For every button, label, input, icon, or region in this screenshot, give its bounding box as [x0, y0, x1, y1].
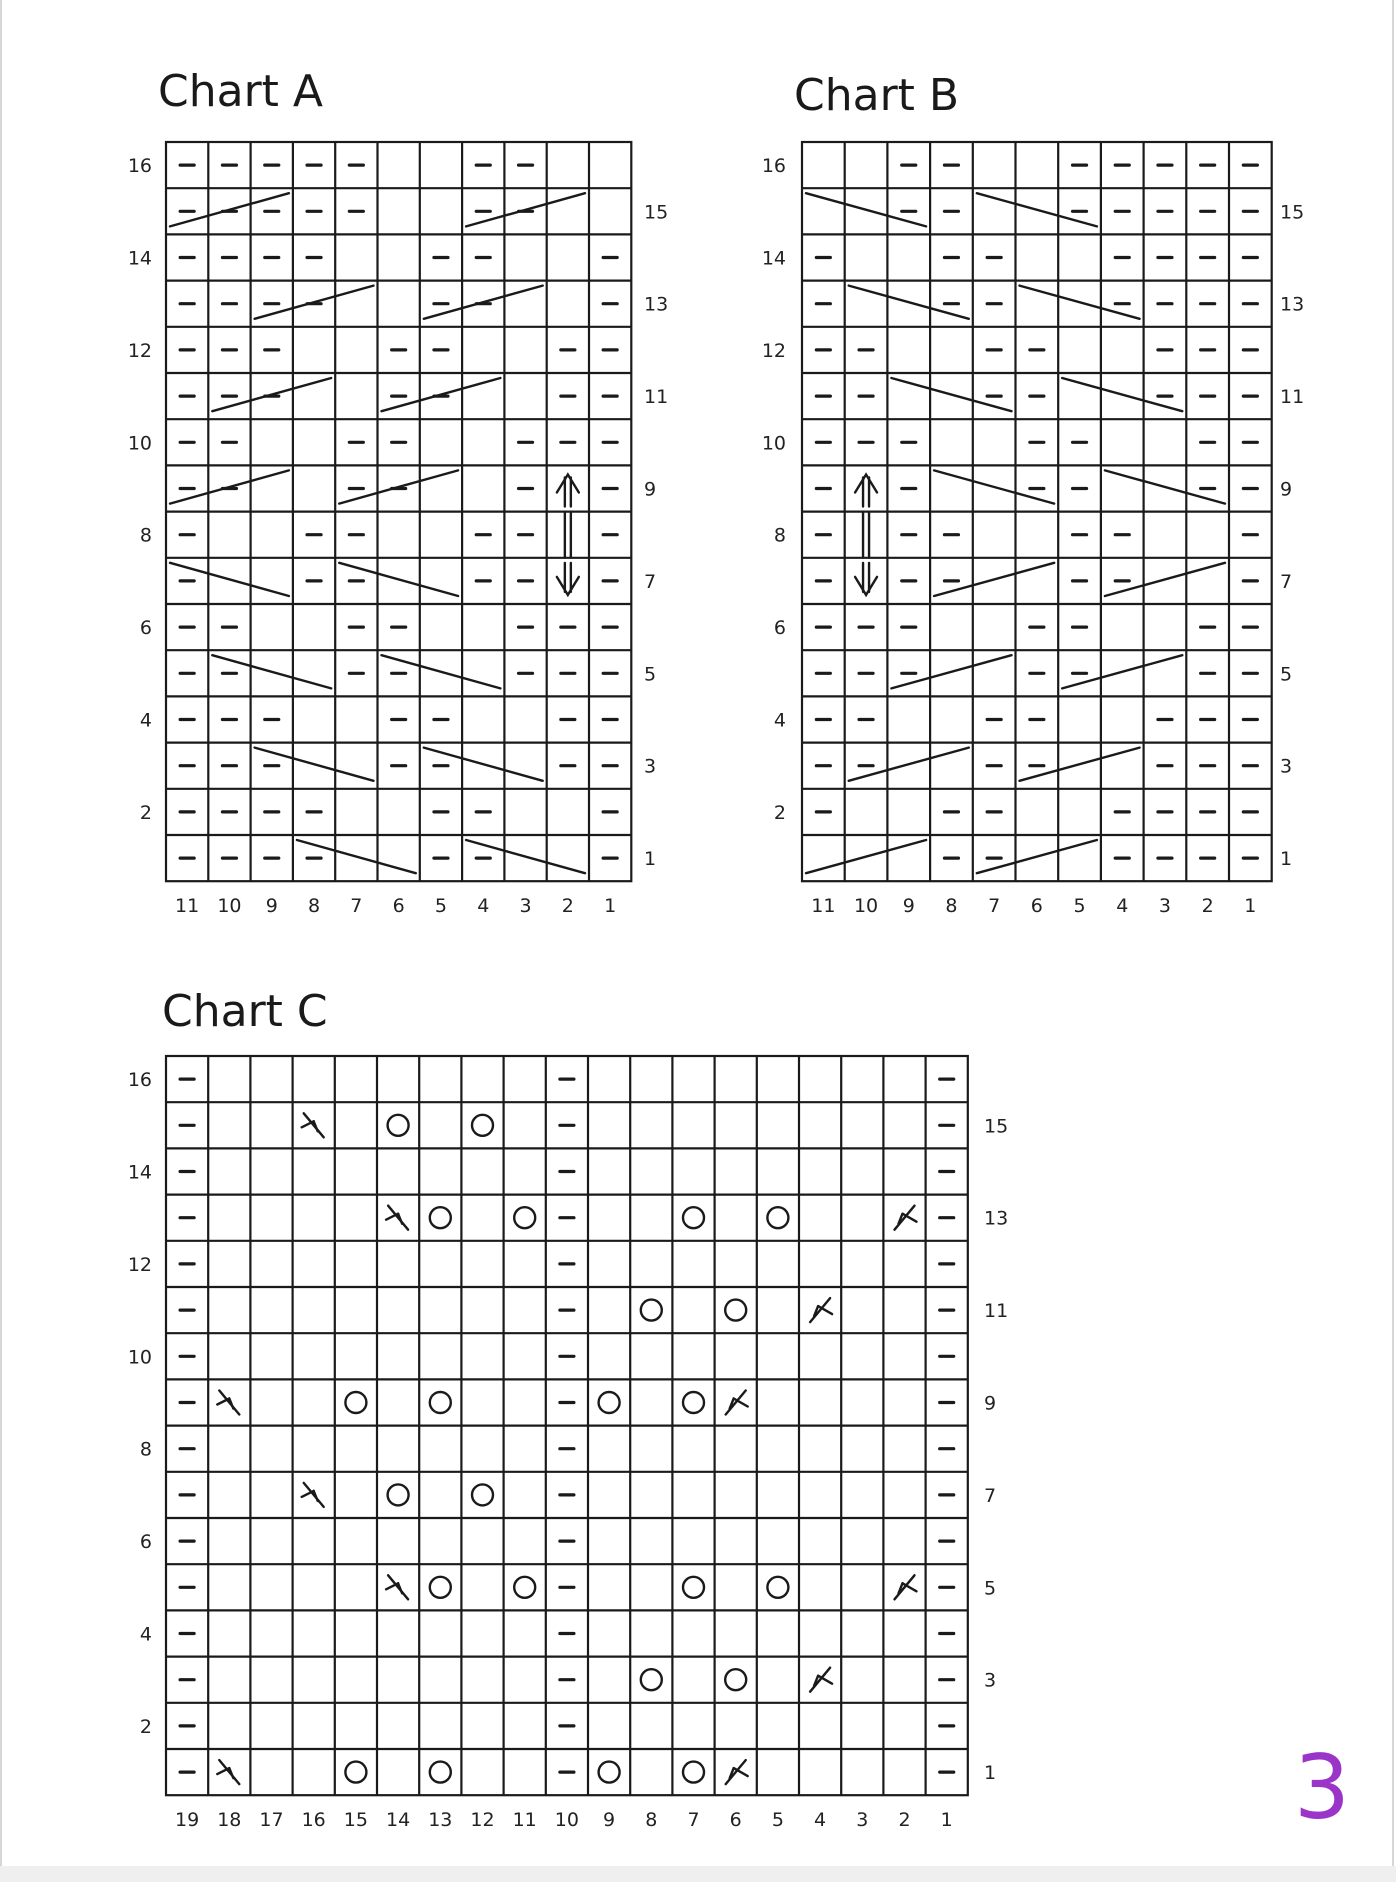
k2tog-decrease-symbol	[895, 1206, 917, 1230]
chart-b-grid	[802, 142, 1272, 881]
ssk-decrease-symbol	[217, 1391, 239, 1415]
chart-c-row-label-right: 13	[984, 1207, 1009, 1230]
chart-b-row-label-left: 16	[761, 155, 786, 178]
page-number: 3	[1294, 1736, 1350, 1839]
chart-b-row-label-left: 6	[773, 617, 786, 640]
chart-c-row-label-right: 7	[984, 1484, 997, 1507]
chart-b-row-label-right: 15	[1280, 201, 1305, 224]
chart-a-row-label-right: 3	[644, 755, 657, 778]
chart-a-row-label-right: 5	[644, 663, 657, 686]
chart-b-row-label-right: 11	[1280, 386, 1305, 409]
chart-a-row-label-left: 6	[139, 617, 152, 640]
chart-c-column-label: 11	[512, 1809, 537, 1831]
chart-a-row-label-left: 8	[139, 524, 152, 547]
k2tog-decrease-symbol	[810, 1298, 832, 1322]
yarn-over-symbol	[430, 1762, 451, 1783]
yarn-over-symbol	[388, 1115, 409, 1136]
chart-c-column-label: 9	[603, 1809, 616, 1831]
chart-c-column-label: 14	[386, 1809, 411, 1831]
chart-b-row-label-left: 12	[761, 339, 786, 362]
chart-c-column-label: 10	[554, 1809, 579, 1831]
chart-b-row-label-right: 3	[1280, 755, 1293, 778]
chart-a-row-label-right: 15	[644, 201, 669, 224]
yarn-over-symbol	[683, 1577, 704, 1598]
k2tog-decrease-symbol	[726, 1760, 748, 1784]
chart-b-title: Chart B	[794, 70, 960, 121]
yarn-over-symbol	[472, 1115, 493, 1136]
chart-c-row-label-left: 10	[127, 1346, 152, 1369]
chart-b-column-label: 5	[1073, 895, 1086, 917]
chart-a-row-label-right: 11	[644, 386, 669, 409]
chart-a-row-label-left: 10	[127, 432, 152, 455]
chart-b-column-label: 4	[1116, 895, 1129, 917]
chart-c-grid	[166, 1056, 968, 1795]
cable-stitch-symbol	[565, 512, 571, 558]
chart-c-row-label-right: 11	[984, 1300, 1009, 1323]
chart-a-column-label: 10	[217, 895, 242, 917]
chart-c-row-label-left: 6	[139, 1531, 152, 1554]
arrow-up-symbol	[855, 475, 877, 507]
chart-c-column-label: 13	[428, 1809, 453, 1831]
chart-c-row-label-right: 1	[984, 1762, 997, 1785]
yarn-over-symbol	[599, 1392, 620, 1413]
chart-c-column-label: 19	[175, 1809, 200, 1831]
chart-c-row-label-left: 8	[139, 1438, 152, 1461]
chart-b-column-label: 2	[1201, 895, 1214, 917]
cable-stitch-symbol	[863, 512, 869, 558]
chart-c-title: Chart C	[162, 986, 328, 1037]
chart-b-column-label: 7	[988, 895, 1001, 917]
yarn-over-symbol	[683, 1762, 704, 1783]
ssk-decrease-symbol	[217, 1760, 239, 1784]
k2tog-decrease-symbol	[810, 1668, 832, 1692]
k2tog-decrease-symbol	[726, 1391, 748, 1415]
yarn-over-symbol	[725, 1669, 746, 1690]
yarn-over-symbol	[599, 1762, 620, 1783]
chart-b-column-label: 1	[1244, 895, 1257, 917]
chart-b-column-label: 10	[853, 895, 879, 917]
chart-c-row-label-right: 3	[984, 1669, 997, 1692]
yarn-over-symbol	[767, 1207, 788, 1228]
chart-b-row-label-right: 5	[1280, 663, 1293, 686]
chart-c-column-label: 6	[729, 1809, 742, 1831]
chart-b-column-label: 8	[945, 895, 958, 917]
chart-a-row-label-left: 16	[127, 155, 152, 178]
yarn-over-symbol	[345, 1392, 366, 1413]
yarn-over-symbol	[683, 1207, 704, 1228]
chart-a-row-label-right: 7	[644, 570, 657, 593]
chart-c-column-label: 12	[470, 1809, 495, 1831]
chart-a-column-label: 4	[477, 895, 490, 917]
chart-b-row-label-left: 4	[773, 709, 786, 732]
chart-b-row-label-right: 9	[1280, 478, 1293, 501]
chart-c-column-label: 16	[301, 1809, 326, 1831]
yarn-over-symbol	[683, 1392, 704, 1413]
chart-a-row-label-left: 2	[139, 801, 152, 824]
chart-a-row-label-right: 9	[644, 478, 657, 501]
chart-b-row-label-left: 8	[773, 524, 786, 547]
chart-c-column-label: 15	[343, 1809, 368, 1831]
yarn-over-symbol	[472, 1484, 493, 1505]
k2tog-decrease-symbol	[895, 1575, 917, 1599]
chart-c-column-label: 8	[645, 1809, 658, 1831]
yarn-over-symbol	[767, 1577, 788, 1598]
arrow-down-symbol	[557, 563, 579, 595]
chart-b-row-label-left: 10	[761, 432, 786, 455]
chart-c-row-label-left: 12	[127, 1253, 152, 1276]
chart-b-row-label-left: 14	[761, 247, 786, 270]
chart-c-column-label: 4	[814, 1809, 827, 1831]
yarn-over-symbol	[430, 1392, 451, 1413]
chart-a-row-label-right: 13	[644, 293, 669, 316]
cable-line-up	[806, 840, 926, 873]
chart-b-row-label-right: 13	[1280, 293, 1305, 316]
chart-a-column-label: 1	[604, 895, 617, 917]
chart-a-row-label-right: 1	[644, 848, 657, 871]
chart-b-column-label: 11	[811, 895, 836, 917]
chart-c-row-label-right: 9	[984, 1392, 997, 1415]
chart-c-row-label-left: 16	[127, 1069, 152, 1092]
chart-a-row-label-left: 4	[139, 709, 152, 732]
chart-c-row-label-left: 14	[127, 1161, 152, 1184]
chart-c-row-label-left: 2	[139, 1715, 152, 1738]
chart-b-column-label: 3	[1158, 895, 1171, 917]
chart-a-row-label-left: 14	[127, 247, 152, 270]
chart-c-column-label: 7	[687, 1809, 700, 1831]
chart-a-column-label: 8	[308, 895, 321, 917]
arrow-down-symbol	[855, 563, 877, 595]
chart-b-row-label-left: 2	[773, 801, 786, 824]
arrow-up-symbol	[557, 475, 579, 507]
chart-c-row-label-right: 5	[984, 1577, 997, 1600]
chart-b-column-label: 9	[902, 895, 915, 917]
chart-a-column-label: 11	[175, 895, 200, 917]
yarn-over-symbol	[430, 1207, 451, 1228]
chart-c-column-label: 1	[940, 1809, 953, 1831]
chart-a-column-label: 5	[434, 895, 447, 917]
yarn-over-symbol	[514, 1577, 535, 1598]
chart-c-row-label-right: 15	[984, 1115, 1009, 1138]
chart-b-row-label-right: 7	[1280, 570, 1293, 593]
chart-c	[128, 986, 1008, 1831]
chart-b-column-label: 6	[1030, 895, 1043, 917]
chart-c-row-label-left: 4	[139, 1623, 152, 1646]
yarn-over-symbol	[641, 1300, 662, 1321]
chart-a-grid	[166, 142, 631, 881]
chart-c-column-label: 2	[898, 1809, 911, 1831]
yarn-over-symbol	[725, 1300, 746, 1321]
chart-c-column-label: 5	[771, 1809, 784, 1831]
ssk-decrease-symbol	[302, 1483, 324, 1507]
chart-a	[128, 66, 668, 917]
ssk-decrease-symbol	[302, 1113, 324, 1137]
yarn-over-symbol	[641, 1669, 662, 1690]
chart-c-column-label: 3	[856, 1809, 869, 1831]
chart-b-row-label-right: 1	[1280, 848, 1293, 871]
chart-a-column-label: 9	[265, 895, 278, 917]
chart-c-column-label: 17	[259, 1809, 284, 1831]
yarn-over-symbol	[388, 1484, 409, 1505]
ssk-decrease-symbol	[386, 1575, 408, 1599]
chart-a-title: Chart A	[158, 66, 323, 117]
chart-a-row-label-left: 12	[127, 339, 152, 362]
yarn-over-symbol	[345, 1762, 366, 1783]
yarn-over-symbol	[430, 1577, 451, 1598]
yarn-over-symbol	[514, 1207, 535, 1228]
chart-a-column-label: 3	[519, 895, 532, 917]
chart-b	[762, 70, 1304, 917]
chart-a-column-label: 6	[392, 895, 405, 917]
chart-a-column-label: 2	[561, 895, 574, 917]
chart-c-symbols	[180, 1079, 954, 1784]
chart-a-column-label: 7	[350, 895, 363, 917]
ssk-decrease-symbol	[386, 1206, 408, 1230]
chart-c-column-label: 18	[217, 1809, 242, 1831]
bottom-strip	[0, 1866, 1396, 1882]
